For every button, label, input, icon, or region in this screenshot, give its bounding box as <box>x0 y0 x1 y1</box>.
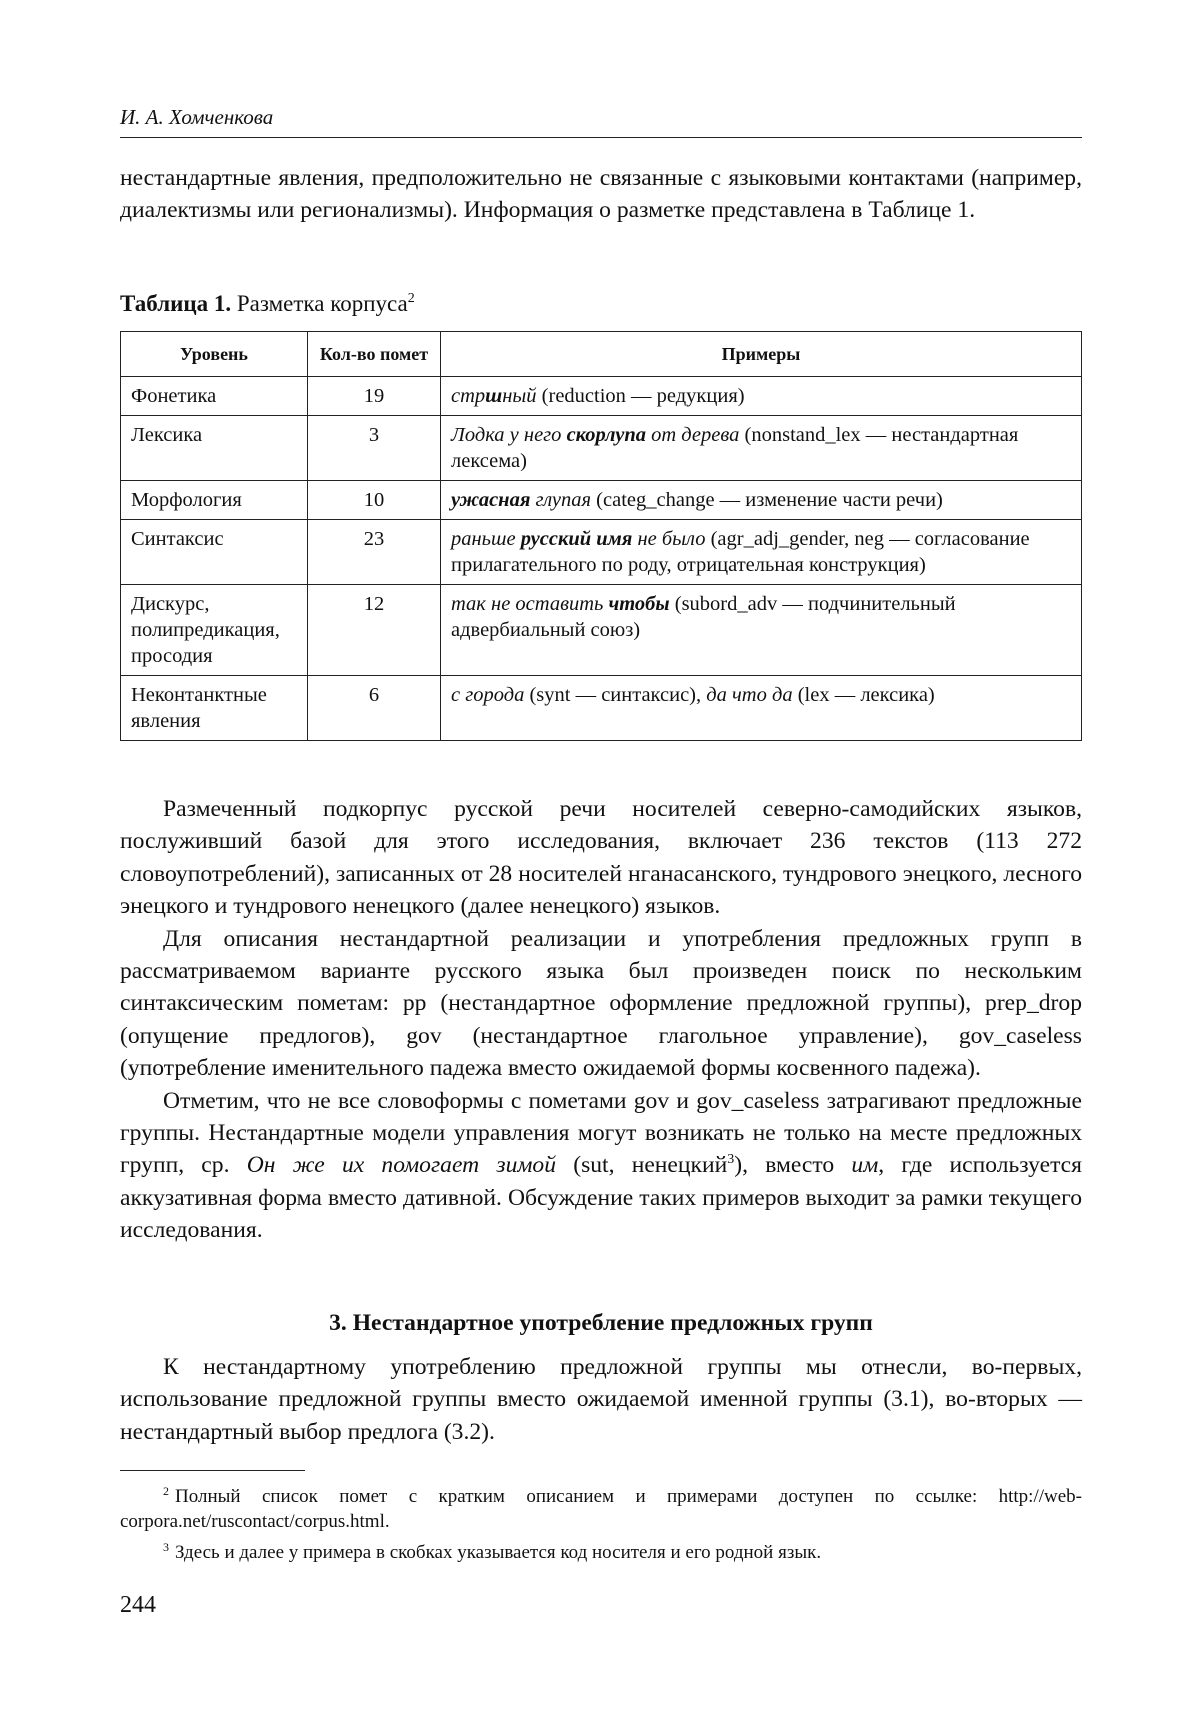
text-run: ), вместо <box>734 1152 852 1179</box>
table-caption <box>120 289 415 319</box>
running-head-author: И. А. Хомченкова <box>120 103 1082 138</box>
bold-italic-run: скорлупа <box>566 424 646 446</box>
section-paragraph: К нестандартному употреблению предложной группы мы отнесли, во-первых, использование предложной группы вместо ожидаемой именной группы (3.1), во-вторых — нестандартный выбор предлога (3.2). <box>120 1354 1082 1445</box>
body-paragraph <box>120 1085 1082 1247</box>
body-paragraph <box>120 793 1082 923</box>
text-run: Размеченный подкорпус русской речи носителей северно-самодийских языков, послуживший базой для этого исследования, включает 236 текстов (113 272 словоупотреблений), записанных от 28 носителей нганасанского, тундрового энецкого, лесного энецкого и тундрового ненецкого (далее ненецкого) языков. <box>120 796 1082 920</box>
table-cell-example <box>441 481 1082 520</box>
table-header-examples: Примеры <box>441 332 1082 377</box>
bold-italic-run: ш <box>485 385 503 407</box>
table-cell-example <box>441 585 1082 676</box>
text-run: (sut, ненецкий <box>556 1152 728 1179</box>
text-run: Для описания нестандартной реализации и употребления предложных групп в рассматриваемом варианте русского языка был произведен поиск по нескольким синтаксическим пометам: pp (нестандартное оформление предложной группы), prep_drop (опущение предлогов), gov (нестандартное глагольное управление), gov_caseless (употребление именительного падежа вместо ожидаемой формы косвенного падежа). <box>120 925 1082 1082</box>
italic-run: ный <box>502 385 537 407</box>
italic-run: с города <box>451 684 525 706</box>
page-number: 244 <box>120 1592 156 1618</box>
footnote-divider <box>120 1470 305 1471</box>
table-cell-count: 6 <box>308 676 441 741</box>
footnote-number: 3 <box>163 1540 169 1554</box>
table-caption-footnote-ref: 2 <box>407 291 415 306</box>
table-cell-level: Синтаксис <box>121 520 308 585</box>
text-run: (reduction — редукция) <box>536 385 745 407</box>
table-cell-example <box>441 377 1082 416</box>
text-run: Отметим, что не все словоформы с пометами gov и gov_caseless затрагивают предложные группы. Нестандартные модели управления могут возникать не только на месте предложных групп, ср. <box>120 1087 1082 1179</box>
bold-italic-run: русский имя <box>520 528 633 550</box>
markup-table <box>120 331 1082 741</box>
table-header-row <box>121 332 1082 377</box>
table-cell-level: Фонетика <box>121 377 308 416</box>
table-cell-level: Лексика <box>121 416 308 481</box>
footnote <box>120 1484 1082 1534</box>
footnote-text: Полный список помет с кратким описанием и примерами доступен по ссылке: http://web-corpora.net/ruscontact/corpus.html. <box>120 1486 1082 1532</box>
italic-run: глупая <box>530 489 592 511</box>
table-row <box>121 416 1082 481</box>
table-cell-count: 19 <box>308 377 441 416</box>
lead-paragraph: нестандартные явления, предположительно не связанные с языковыми контактами (например, диалектизмы или регионализмы). Информация о разметке представлена в Таблице 1. <box>120 165 1082 223</box>
table-cell-count: 3 <box>308 416 441 481</box>
table-row <box>121 377 1082 416</box>
italic-run: стр <box>451 385 486 407</box>
table-row <box>121 585 1082 676</box>
bold-italic-run: ужасная <box>451 489 531 511</box>
table-row <box>121 676 1082 741</box>
section-text <box>120 1351 1082 1448</box>
table-cell-count: 23 <box>308 520 441 585</box>
table-cell-level: Неконтанктные явления <box>121 676 308 741</box>
table-cell-level: Дискурс, полипредикация, просодия <box>121 585 308 676</box>
table-cell-count: 12 <box>308 585 441 676</box>
italic-run: не было <box>632 528 706 550</box>
italic-run: раньше <box>451 528 521 550</box>
body-paragraph <box>120 923 1082 1085</box>
footnote-number: 2 <box>163 1484 169 1498</box>
section-heading: 3. Нестандартное употребление предложных групп <box>329 1310 873 1336</box>
bold-italic-run: чтобы <box>608 593 670 615</box>
body-text <box>120 793 1082 1247</box>
table-cell-count: 10 <box>308 481 441 520</box>
table-header-level: Уровень <box>121 332 308 377</box>
text-run: (subord_adv — подчинительный адвербиальный союз) <box>451 593 956 641</box>
table-row <box>121 481 1082 520</box>
table-cell-example <box>441 676 1082 741</box>
table-row <box>121 520 1082 585</box>
footnote <box>120 1540 1082 1565</box>
footnotes <box>120 1484 1082 1571</box>
table-caption-label: Таблица 1. <box>120 291 232 316</box>
table-caption-text: Разметка корпуса <box>231 291 408 316</box>
italic-run: от дерева <box>646 424 740 446</box>
text-run: (categ_change — изменение части речи) <box>591 489 943 511</box>
italic-run: так не оставить <box>451 593 609 615</box>
footnote-ref: 3 <box>727 1152 735 1168</box>
table-cell-example <box>441 416 1082 481</box>
table-cell-level: Морфология <box>121 481 308 520</box>
text-run: (synt — синтаксис), <box>524 684 707 706</box>
italic-run: Лодка у него <box>451 424 567 446</box>
text-run: , где используется аккузативная форма вместо дативной. Обсуждение таких примеров выходит за рамки текущего исследования. <box>120 1152 1082 1244</box>
italic-run: да что да <box>706 684 793 706</box>
text-run: (nonstand_lex — нестандартная лексема) <box>451 424 1019 472</box>
text-run: (lex — лексика) <box>792 684 935 706</box>
italic-run: им <box>851 1152 879 1179</box>
table-header-count: Кол-во помет <box>308 332 441 377</box>
footnote-text: Здесь и далее у примера в скобках указывается код носителя и его родной язык. <box>175 1542 822 1563</box>
table-cell-example <box>441 520 1082 585</box>
italic-run: Он же их помогает зимой <box>246 1152 557 1179</box>
text-run: (agr_adj_gender, neg — согласование прилагательного по роду, отрицательная конструкция) <box>451 528 1030 576</box>
